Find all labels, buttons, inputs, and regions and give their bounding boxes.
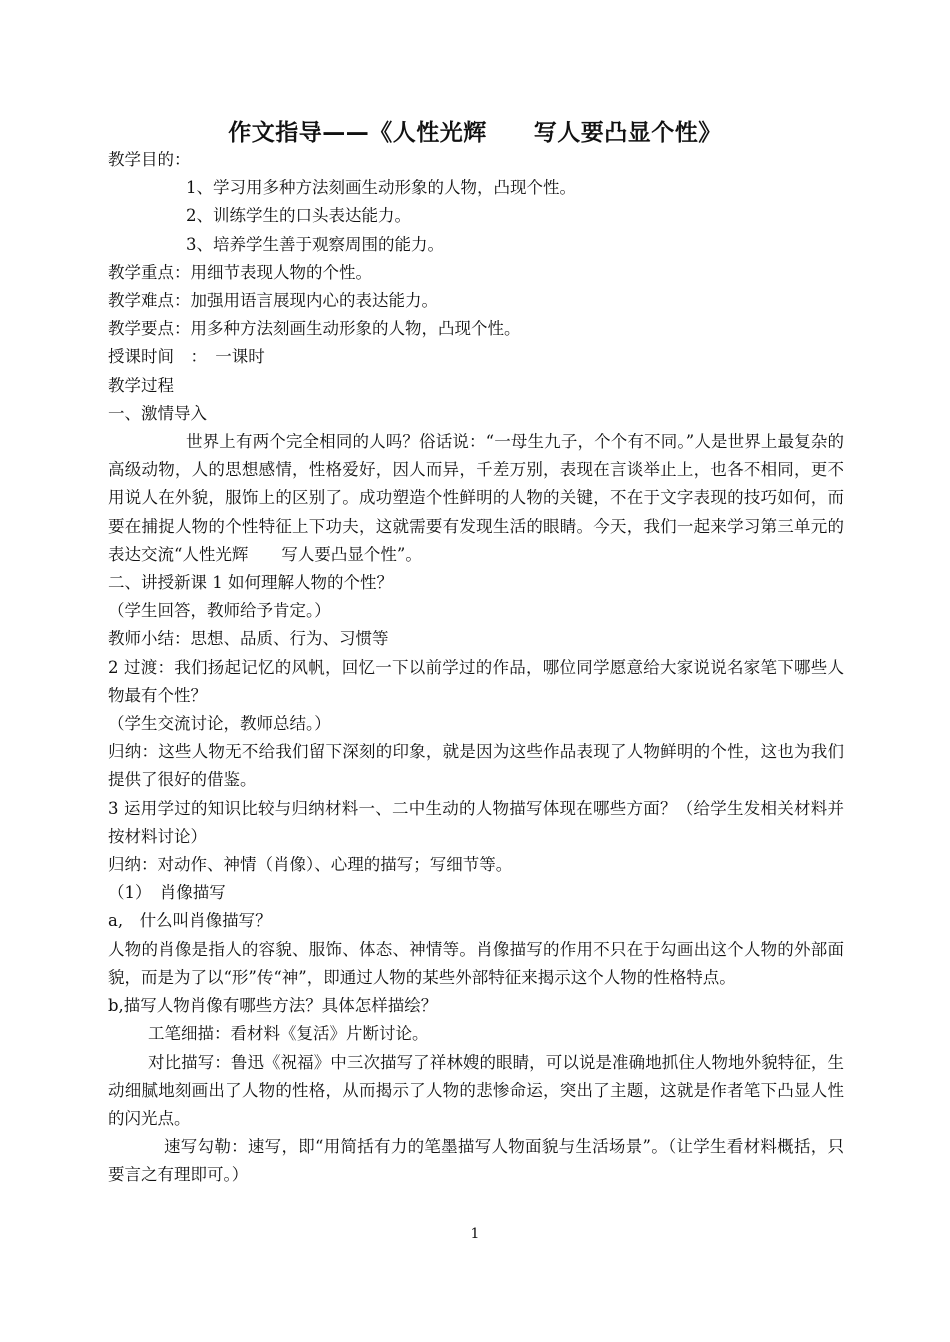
section-heading: 一、激情导入	[108, 403, 207, 423]
objective-item: 3、培养学生善于观察周围的能力。	[186, 234, 444, 254]
question-line: b,描写人物肖像有哪些方法？具体怎样描绘？	[108, 996, 438, 1016]
lesson-time: 授课时间 ： 一课时	[108, 347, 265, 367]
conclusion-paragraph: 归纳：这些人物无不给我们留下深刻的印象，就是因为这些作品表现了人物鲜明的个性，这也为我们提供了很好的借鉴。	[108, 742, 844, 790]
method-paragraph: 对比描写：鲁迅《祝福》中三次描写了祥林嫂的眼睛，可以说是准确地抓住人物地外貌特征，生动细腻地刻画出了人物的性格，从而揭示了人物的悲惨命运，突出了主题，这就是作者笔下凸显人性的闪光点。	[108, 1052, 844, 1128]
process-heading: 教学过程	[108, 375, 174, 395]
essentials: 教学要点：用多种方法刻画生动形象的人物，凸现个性。	[108, 319, 521, 339]
teacher-summary: 教师小结：思想、品质、行为、习惯等	[108, 629, 389, 649]
question-line: a, 什么叫肖像描写？	[108, 911, 272, 931]
key-point: 教学重点：用细节表现人物的个性。	[108, 262, 372, 282]
item-paragraph: 3 运用学过的知识比较与归纳材料一、二中生动的人物描写体现在哪些方面？（给学生发相关材料并按材料讨论）	[108, 798, 844, 846]
objective-item: 1、学习用多种方法刻画生动形象的人物，凸现个性。	[186, 178, 576, 198]
difficulty: 教学难点：加强用语言展现内心的表达能力。	[108, 291, 438, 311]
subsection-heading: （1） 肖像描写	[108, 883, 226, 903]
page-number: 1	[470, 1226, 480, 1242]
note-line: （学生回答，教师给予肯定。）	[108, 601, 331, 621]
intro-paragraph: 世界上有两个完全相同的人吗？俗话说：“一母生九子，个个有不同。”人是世界上最复杂的高级动物，人的思想感情，性格爱好，因人而异，千差万别，表现在言谈举止上，也各不相同，更不用说人在外貌，服饰上的区别了。成功塑造个性鲜明的人物的关键，不在于文字表现的技巧如何，而要在捕捉人物的个性特征上下功夫，这就需要有发现生活的眼睛。今天，我们一起来学习第三单元的表达交流“人性光辉 写人要凸显个性”。	[108, 432, 844, 564]
document-body	[108, 146, 844, 1190]
note-line: （学生交流讨论，教师总结。）	[108, 714, 331, 734]
section-heading: 二、讲授新课 1 如何理解人物的个性？	[108, 573, 393, 593]
method-paragraph: 工笔细描：看材料《复活》片断讨论。	[148, 1024, 429, 1044]
conclusion-paragraph: 归纳：对动作、神情（肖像）、心理的描写；写细节等。	[108, 855, 513, 875]
objectives-heading: 教学目的：	[108, 150, 191, 169]
objective-item: 2、训练学生的口头表达能力。	[186, 206, 411, 226]
transition-paragraph: 2 过渡：我们扬起记忆的风帆，回忆一下以前学过的作品，哪位同学愿意给大家说说名家笔下哪些人物最有个性？	[108, 657, 844, 705]
method-paragraph: 速写勾勒：速写，即“用简括有力的笔墨描写人物面貌与生活场景”。（让学生看材料概括，只要言之有理即可。）	[108, 1137, 844, 1185]
definition-paragraph: 人物的肖像是指人的容貌、服饰、体态、神情等。肖像描写的作用不只在于勾画出这个人物的外部面貌，而是为了以“形”传“神”，即通过人物的某些外部特征来揭示这个人物的性格特点。	[108, 939, 844, 987]
document-title: 作文指导——《人性光辉 写人要凸显个性》	[228, 120, 722, 146]
